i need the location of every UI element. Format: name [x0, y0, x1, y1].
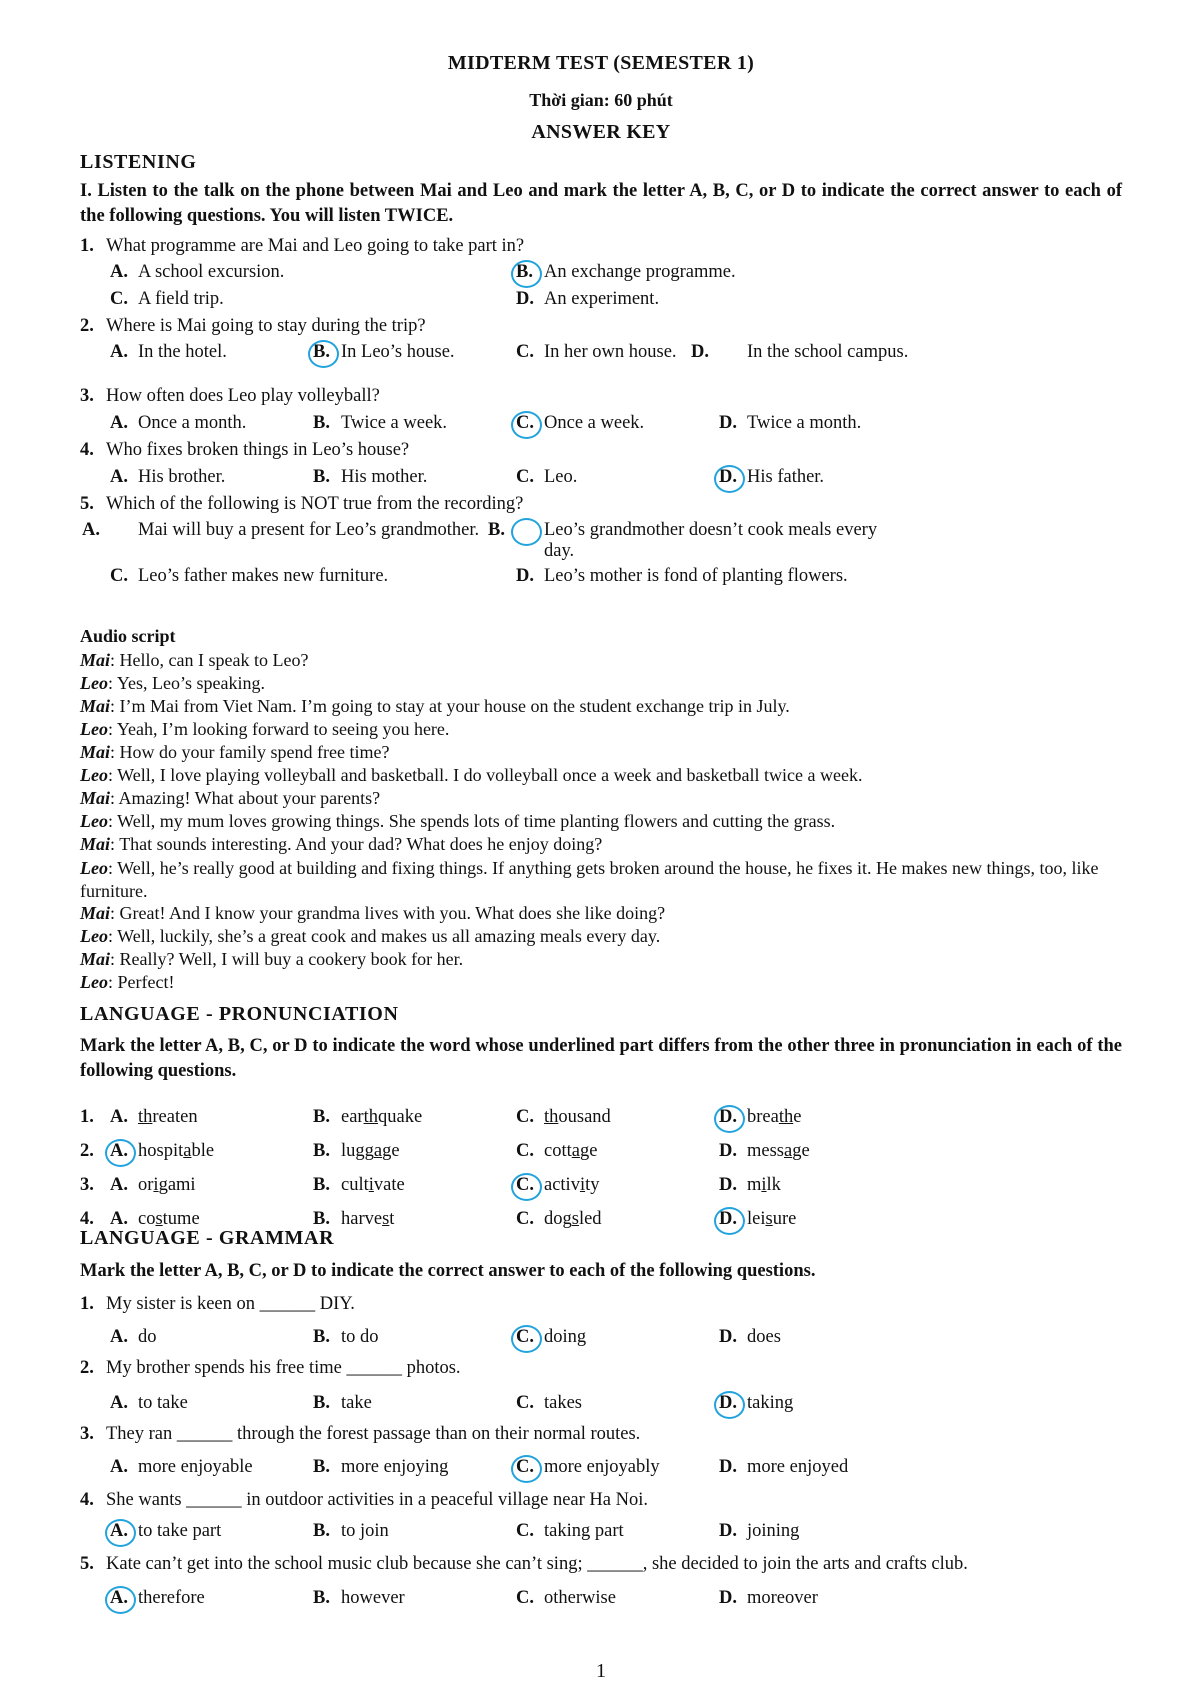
- option-text: His father.: [747, 467, 825, 487]
- option-text: His mother.: [341, 467, 428, 487]
- option-text: A school excursion.: [138, 262, 285, 282]
- option-text: takes: [544, 1393, 583, 1413]
- script-line: [80, 811, 835, 832]
- question: [80, 1490, 648, 1511]
- answer-option: [719, 1327, 781, 1348]
- answer-option: [110, 289, 224, 310]
- answer-option: [516, 467, 577, 488]
- question-number: 3.: [80, 1175, 94, 1195]
- underlined-part: th: [363, 1107, 378, 1127]
- option-letter: D.: [719, 1327, 737, 1347]
- option-letter: D.: [719, 413, 737, 433]
- question: [80, 1424, 640, 1445]
- option-letter: A.: [110, 1521, 138, 1542]
- speaker-name: Leo: [80, 972, 108, 992]
- answer-option: [313, 342, 455, 363]
- option-letter: A.: [110, 1175, 128, 1195]
- page-subtitle: ANSWER KEY: [531, 121, 671, 143]
- option-letter: D.: [719, 1141, 737, 1161]
- question-text: My brother spends his free time ______ photos.: [106, 1358, 461, 1378]
- option-letter: C.: [516, 1393, 534, 1413]
- option-text: does: [747, 1327, 781, 1347]
- answer-option: [110, 1141, 214, 1162]
- answer-option: [719, 1393, 793, 1414]
- option-text: more enjoyably: [544, 1457, 660, 1477]
- speaker-name: Leo: [80, 811, 108, 831]
- option-letter: C.: [516, 1107, 534, 1127]
- word-part: ble: [191, 1141, 215, 1161]
- speaker-text: : I’m Mai from Viet Nam. I’m going to stay at your house on the student exchange trip in July.: [110, 696, 790, 716]
- word-part: brea: [747, 1107, 779, 1127]
- question-text: How often does Leo play volleyball?: [106, 386, 380, 406]
- option-text: Leo.: [544, 467, 578, 487]
- answer-option: [110, 1175, 196, 1196]
- answer-option: [516, 1327, 586, 1348]
- underlined-part: i: [153, 1175, 159, 1195]
- speaker-text: : Perfect!: [107, 972, 175, 992]
- speaker-text: : Well, I love playing volleyball and basketball. I do volleyball once a week and basketball twice a week.: [107, 765, 863, 785]
- word-part: ge: [382, 1141, 400, 1161]
- option-text: joining: [747, 1521, 800, 1541]
- word-part: quake: [377, 1107, 423, 1127]
- grammar-heading: LANGUAGE - GRAMMAR: [80, 1227, 335, 1249]
- question-number: 2.: [80, 316, 94, 336]
- option-letter: B.: [313, 342, 341, 363]
- speaker-text: : Really? Well, I will buy a cookery book for her.: [110, 949, 464, 969]
- answer-option: [110, 1588, 205, 1609]
- speaker-name: Leo: [80, 719, 108, 739]
- option-letter: C.: [516, 1457, 544, 1478]
- answer-option: [719, 1141, 810, 1162]
- word-part: dog: [544, 1209, 572, 1229]
- question-number: 4.: [80, 1490, 94, 1510]
- option-letter: A.: [110, 413, 128, 433]
- answer-option: [110, 467, 225, 488]
- option-letter: D.: [719, 1107, 747, 1128]
- option-text: In the school campus.: [747, 342, 909, 362]
- speaker-text: : Well, my mum loves growing things. She spends lots of time planting flowers and cutting the grass.: [107, 811, 836, 831]
- question: [80, 1358, 461, 1379]
- question: [80, 236, 524, 257]
- option-text: more enjoyable: [138, 1457, 253, 1477]
- script-line: [80, 903, 665, 924]
- option-letter: C.: [516, 1521, 534, 1541]
- question-number: 3.: [80, 1424, 94, 1444]
- speaker-text: : Well, he’s really good at building and fixing things. If anything gets broken around the house, he fixes it. He makes new things, too, like furniture.: [80, 858, 1099, 901]
- option-letter: A.: [110, 1393, 128, 1413]
- answer-option: [516, 1107, 611, 1128]
- option-text: otherwise: [544, 1588, 616, 1608]
- answer-option: [719, 1209, 796, 1230]
- answer-option: [691, 342, 917, 363]
- option-text: Twice a month.: [747, 413, 862, 433]
- underlined-part: i: [761, 1175, 767, 1195]
- option-text: doing: [544, 1327, 587, 1347]
- answer-option: [516, 1209, 602, 1230]
- script-line: [80, 742, 389, 763]
- underlined-part: th: [544, 1107, 559, 1127]
- answer-option: [110, 1521, 221, 1542]
- option-letter: B.: [313, 1588, 330, 1608]
- word-part: cult: [341, 1175, 369, 1195]
- question: [80, 494, 523, 515]
- answer-option: [488, 520, 904, 562]
- option-letter: C.: [516, 1588, 534, 1608]
- listening-heading: LISTENING: [80, 151, 197, 173]
- answer-option: [516, 413, 644, 434]
- word-part: reaten: [152, 1107, 198, 1127]
- speaker-name: Leo: [80, 926, 108, 946]
- option-letter: A.: [110, 1327, 128, 1347]
- option-text: to take: [138, 1393, 188, 1413]
- answer-option: [719, 467, 824, 488]
- option-text: Mai will buy a present for Leo’s grandmother.: [138, 520, 480, 540]
- option-text: In her own house.: [544, 342, 677, 362]
- speaker-name: Mai: [80, 949, 111, 969]
- option-letter: B.: [313, 1393, 330, 1413]
- underlined-part: th: [778, 1107, 794, 1127]
- answer-option: [516, 1141, 597, 1162]
- option-letter: B.: [313, 1175, 330, 1195]
- answer-option: [719, 1521, 799, 1542]
- answer-option: [719, 1107, 801, 1128]
- answer-option: [110, 1107, 198, 1128]
- speaker-text: : Amazing! What about your parents?: [110, 788, 381, 808]
- speaker-name: Mai: [80, 650, 111, 670]
- option-letter: D.: [719, 1393, 747, 1414]
- answer-option: [313, 1393, 372, 1414]
- question-text: They ran ______ through the forest passage than on their normal routes.: [106, 1424, 641, 1444]
- option-letter: C.: [516, 1327, 544, 1348]
- option-letter: C.: [516, 342, 534, 362]
- option-text: therefore: [138, 1588, 205, 1608]
- answer-option: [110, 262, 284, 283]
- word-part: mess: [747, 1141, 784, 1161]
- answer-option: [719, 1175, 781, 1196]
- answer-option: [110, 1393, 188, 1414]
- answer-option: [110, 1327, 157, 1348]
- option-text: Once a week.: [544, 413, 645, 433]
- question-text: What programme are Mai and Leo going to take part in?: [106, 236, 525, 256]
- answer-option: [719, 1588, 818, 1609]
- option-letter: D.: [719, 1588, 737, 1608]
- answer-option: [516, 1393, 582, 1414]
- option-letter: A.: [110, 1457, 128, 1477]
- word-part: lk: [766, 1175, 781, 1195]
- script-line: [80, 673, 265, 694]
- answer-option: [110, 342, 227, 363]
- option-letter: D.: [691, 342, 709, 362]
- option-text: Once a month.: [138, 413, 247, 433]
- answer-option: [719, 1457, 848, 1478]
- word-part: gami: [158, 1175, 196, 1195]
- option-text: Leo’s father makes new furniture.: [138, 566, 389, 586]
- word-part: vate: [373, 1175, 405, 1195]
- option-letter: A.: [110, 1588, 138, 1609]
- speaker-name: Leo: [80, 765, 108, 785]
- word-part: cott: [544, 1141, 572, 1161]
- option-letter: A.: [82, 520, 100, 540]
- word-part: hospit: [138, 1141, 184, 1161]
- speaker-text: : Hello, can I speak to Leo?: [110, 650, 309, 670]
- option-letter: C.: [110, 289, 128, 309]
- option-letter: B.: [313, 467, 330, 487]
- page-number: 1: [596, 1660, 606, 1682]
- question-text: Where is Mai going to stay during the trip?: [106, 316, 426, 336]
- question-text: Kate can’t get into the school music club because she can’t sing; ______, she decided to join the arts and crafts club.: [106, 1554, 968, 1574]
- option-text: moreover: [747, 1588, 818, 1608]
- answer-option: [516, 289, 659, 310]
- answer-option: [313, 1521, 389, 1542]
- option-letter: C.: [516, 1175, 544, 1196]
- answer-option: [313, 1107, 422, 1128]
- speaker-text: : Great! And I know your grandma lives with you. What does she like doing?: [110, 903, 666, 923]
- option-letter: B.: [313, 1457, 330, 1477]
- word-part: or: [138, 1175, 154, 1195]
- pronunciation-heading: LANGUAGE - PRONUNCIATION: [80, 1003, 399, 1025]
- option-letter: C.: [516, 467, 534, 487]
- script-line: [80, 949, 463, 970]
- option-text: taking: [747, 1393, 794, 1413]
- word-part: lugg: [341, 1141, 374, 1161]
- answer-option: [313, 1588, 405, 1609]
- answer-option: [313, 1327, 379, 1348]
- question: [80, 440, 409, 461]
- option-letter: C.: [110, 566, 128, 586]
- script-line: [80, 719, 449, 740]
- option-letter: B.: [313, 1327, 330, 1347]
- speaker-text: : How do your family spend free time?: [110, 742, 390, 762]
- answer-option: [110, 413, 246, 434]
- answer-option: [516, 342, 677, 363]
- option-letter: D.: [719, 1521, 737, 1541]
- page-title: MIDTERM TEST (SEMESTER 1): [447, 52, 755, 74]
- time-label: Thời gian: 60 phút: [529, 90, 673, 110]
- option-text: to join: [341, 1521, 389, 1541]
- option-letter: C.: [516, 413, 544, 434]
- word-part: ge: [579, 1141, 598, 1161]
- script-line: [80, 765, 862, 786]
- option-letter: B.: [313, 1141, 330, 1161]
- option-letter: D.: [719, 467, 747, 488]
- word-part: tume: [162, 1209, 200, 1229]
- question-text: Who fixes broken things in Leo’s house?: [106, 440, 410, 460]
- option-text: however: [341, 1588, 405, 1608]
- word-part: ear: [341, 1107, 364, 1127]
- script-line: [80, 857, 1120, 903]
- word-part: activ: [544, 1175, 580, 1195]
- answer-option: [516, 262, 736, 283]
- answer-option: [313, 1141, 400, 1162]
- script-line: [80, 972, 174, 993]
- option-letter: B.: [313, 1521, 330, 1541]
- answer-option: [313, 1457, 448, 1478]
- option-letter: A.: [110, 262, 128, 282]
- word-part: led: [578, 1209, 602, 1229]
- option-letter: A.: [110, 1209, 128, 1229]
- audio-script-title: Audio script: [80, 626, 176, 646]
- word-part: m: [747, 1175, 762, 1195]
- speaker-name: Mai: [80, 834, 111, 854]
- word-part: ousand: [558, 1107, 611, 1127]
- word-part: ure: [772, 1209, 797, 1229]
- underlined-part: s: [155, 1209, 163, 1229]
- answer-option: [516, 566, 848, 587]
- grammar-instruction: Mark the letter A, B, C, or D to indicate the correct answer to each of the following questions.: [80, 1261, 816, 1281]
- word-part: harve: [341, 1209, 383, 1229]
- option-letter: B.: [516, 262, 544, 283]
- question-number: 4.: [80, 440, 94, 460]
- answer-option: [110, 566, 388, 587]
- word-part: ge: [792, 1141, 810, 1161]
- script-line: [80, 788, 380, 809]
- underlined-part: s: [382, 1209, 390, 1229]
- option-text: An exchange programme.: [544, 262, 736, 282]
- option-text: A field trip.: [138, 289, 224, 309]
- option-text: In the hotel.: [138, 342, 227, 362]
- answer-option: [516, 1521, 624, 1542]
- pronunciation-instruction: Mark the letter A, B, C, or D to indicate the word whose underlined part differs from the other three in pronunciation in each of the following questions.: [80, 1036, 1122, 1081]
- underlined-part: a: [784, 1141, 793, 1161]
- answer-option: [82, 520, 498, 541]
- question-number: 2.: [80, 1141, 94, 1161]
- question-number: 2.: [80, 1358, 94, 1378]
- underlined-part: a: [373, 1141, 383, 1161]
- script-line: [80, 926, 660, 947]
- word-part: t: [389, 1209, 395, 1229]
- option-text: In Leo’s house.: [341, 342, 455, 362]
- answer-option: [313, 1175, 405, 1196]
- option-letter: B.: [313, 1209, 330, 1229]
- option-text: Leo’s grandmother doesn’t cook meals every day.: [544, 520, 878, 561]
- answer-option: [719, 413, 861, 434]
- option-letter: B.: [313, 1107, 330, 1127]
- script-line: [80, 650, 308, 671]
- question-number: 3.: [80, 386, 94, 406]
- word-part: co: [138, 1209, 156, 1229]
- option-text: Leo’s mother is fond of planting flowers.: [544, 566, 848, 586]
- option-letter: D.: [516, 289, 534, 309]
- speaker-text: : Yeah, I’m looking forward to seeing you here.: [107, 719, 450, 739]
- speaker-name: Mai: [80, 742, 111, 762]
- option-letter: B.: [313, 413, 330, 433]
- question: [80, 1554, 968, 1575]
- speaker-text: : Yes, Leo’s speaking.: [107, 673, 265, 693]
- option-letter: D.: [719, 1457, 737, 1477]
- question: [80, 386, 380, 407]
- option-text: to do: [341, 1327, 379, 1347]
- question-number: 5.: [80, 1554, 94, 1574]
- option-letter: D.: [719, 1175, 737, 1195]
- answer-option: [516, 1588, 616, 1609]
- question-number: 1.: [80, 1294, 94, 1314]
- script-line: [80, 696, 790, 717]
- option-text: An experiment.: [544, 289, 660, 309]
- option-letter: C.: [516, 1209, 534, 1229]
- answer-option: [313, 467, 427, 488]
- underlined-part: i: [579, 1175, 586, 1195]
- option-text: taking part: [544, 1521, 624, 1541]
- question-number: 4.: [80, 1209, 94, 1229]
- speaker-name: Leo: [80, 858, 108, 878]
- option-letter: A.: [110, 1141, 138, 1162]
- speaker-name: Mai: [80, 788, 111, 808]
- option-letter: B.: [516, 520, 544, 541]
- underlined-part: a: [183, 1141, 192, 1161]
- speaker-name: Mai: [80, 696, 111, 716]
- option-letter: C.: [516, 1141, 534, 1161]
- underlined-part: a: [571, 1141, 580, 1161]
- speaker-text: : Well, luckily, she’s a great cook and makes us all amazing meals every day.: [107, 926, 661, 946]
- option-text: His brother.: [138, 467, 226, 487]
- question: [80, 316, 426, 337]
- option-letter: D.: [719, 1209, 747, 1230]
- option-text: to take part: [138, 1521, 222, 1541]
- option-letter: A.: [110, 467, 128, 487]
- question-number: 5.: [80, 494, 94, 514]
- underlined-part: s: [571, 1209, 579, 1229]
- question-text: She wants ______ in outdoor activities in a peaceful village near Ha Noi.: [106, 1490, 649, 1510]
- speaker-name: Leo: [80, 673, 108, 693]
- question-text: My sister is keen on ______ DIY.: [106, 1294, 355, 1314]
- word-part: e: [793, 1107, 802, 1127]
- answer-option: [516, 1457, 660, 1478]
- word-part: ty: [585, 1175, 600, 1195]
- option-text: Twice a week.: [341, 413, 448, 433]
- answer-option: [516, 1175, 599, 1196]
- question-number: 1.: [80, 236, 94, 256]
- option-letter: A.: [110, 1107, 128, 1127]
- question-text: Which of the following is NOT true from the recording?: [106, 494, 524, 514]
- underlined-part: th: [138, 1107, 153, 1127]
- underlined-part: i: [368, 1175, 374, 1195]
- question-number: 1.: [80, 1107, 94, 1127]
- speaker-name: Mai: [80, 903, 111, 923]
- question: [80, 1294, 355, 1315]
- answer-option: [110, 1457, 253, 1478]
- script-line: [80, 834, 602, 855]
- answer-option: [313, 413, 447, 434]
- listening-instruction: I. Listen to the talk on the phone between Mai and Leo and mark the letter A, B, C, or D to indicate the correct answer to each of the following questions. You will listen TWICE.: [80, 181, 1122, 226]
- speaker-text: : That sounds interesting. And your dad? What does he enjoy doing?: [110, 834, 603, 854]
- underlined-part: s: [765, 1209, 773, 1229]
- option-letter: A.: [110, 342, 128, 362]
- option-text: more enjoyed: [747, 1457, 849, 1477]
- option-text: take: [341, 1393, 372, 1413]
- word-part: lei: [747, 1209, 766, 1229]
- option-letter: D.: [516, 566, 534, 586]
- option-text: more enjoying: [341, 1457, 449, 1477]
- option-text: do: [138, 1327, 157, 1347]
